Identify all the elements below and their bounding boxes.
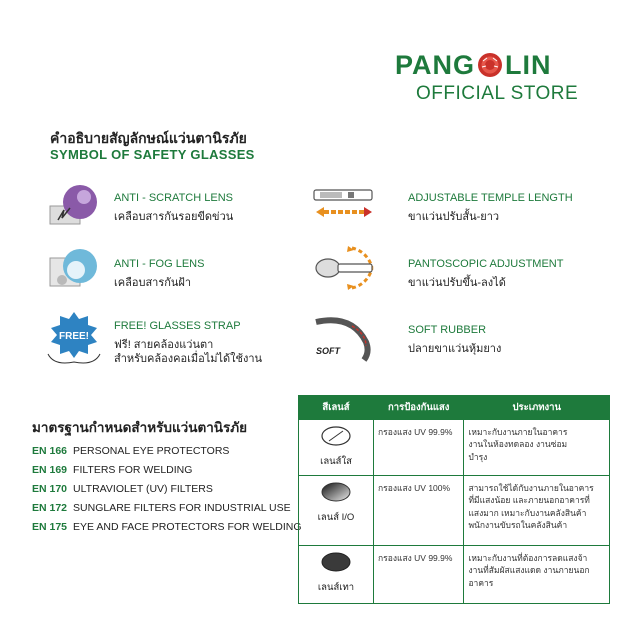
page-title-thai: คำอธิบายสัญลักษณ์แว่นตานิรภัย	[50, 130, 247, 146]
uv-cell: กรองแสง UV 99.9%	[374, 546, 464, 604]
pantoscopic-icon	[312, 242, 380, 299]
header-work-type: ประเภทงาน	[464, 396, 610, 420]
standard-code: EN 169	[32, 464, 68, 476]
feature-strap-th: ฟรี! สายคล้องแว่นตา	[114, 339, 214, 351]
uv-cell: กรองแสง UV 99.9%	[374, 420, 464, 476]
feature-pantoscopic-th: ขาแว่นปรับขึ้น-ลงได้	[408, 277, 506, 289]
lens-cell	[299, 546, 374, 604]
standard-code: EN 166	[32, 445, 68, 457]
standard-desc: PERSONAL EYE PROTECTORS	[73, 445, 230, 457]
use-line: งานที่สัมผัสแสงแดด งานภายนอก	[468, 565, 590, 576]
feature-strap-th-2: สำหรับคล้องคอเมื่อไม่ได้ใช้งาน	[114, 353, 263, 365]
use-cell	[464, 476, 610, 546]
feature-strap-en: FREE! GLASSES STRAP	[114, 320, 241, 332]
lens-name: เลนส์ใส	[320, 456, 352, 468]
feature-anti-scratch-en: ANTI - SCRATCH LENS	[114, 192, 233, 204]
feature-soft-rubber-en: SOFT RUBBER	[408, 324, 487, 336]
feature-anti-fog-en: ANTI - FOG LENS	[114, 258, 205, 270]
logo-text-left: PANG	[395, 50, 476, 80]
standard-row	[32, 445, 229, 457]
feature-temple-length-en: ADJUSTABLE TEMPLE LENGTH	[408, 192, 573, 204]
anti-fog-icon	[48, 246, 102, 295]
lens-cell	[299, 476, 374, 546]
soft-badge-text: SOFT	[316, 346, 340, 356]
header-light-protection: การป้องกันแสง	[374, 396, 464, 420]
page-title-english: SYMBOL OF SAFETY GLASSES	[50, 147, 255, 162]
use-line: แสงมาก เหมาะกับงานคลังสินค้า	[468, 507, 587, 518]
lens-table-header	[299, 396, 610, 420]
lens-name: เลนส์ I/O	[317, 512, 355, 524]
pangolin-emblem-icon	[477, 52, 503, 85]
table-row	[299, 476, 610, 546]
use-line: เหมาะกับงานภายในอาคาร	[468, 427, 568, 437]
free-badge-text: FREE!	[59, 331, 89, 342]
standard-row	[32, 521, 302, 533]
standard-code: EN 172	[32, 502, 68, 514]
standard-desc: ULTRAVIOLET (UV) FILTERS	[73, 483, 213, 495]
header-lens-color: สีเลนส์	[299, 396, 374, 420]
standard-row	[32, 483, 213, 495]
standard-code: EN 170	[32, 483, 68, 495]
feature-anti-scratch-th: เคลือบสารกันรอยขีดข่วน	[114, 211, 234, 223]
feature-anti-fog-th: เคลือบสารกันฝ้า	[114, 277, 192, 289]
standard-row	[32, 502, 291, 514]
use-line: งานในห้องทดลอง งานซ่อม	[468, 439, 568, 450]
feature-pantoscopic-en: PANTOSCOPIC ADJUSTMENT	[408, 258, 564, 270]
anti-scratch-icon	[48, 180, 102, 233]
temple-length-icon	[312, 188, 376, 227]
logo-text-right: LIN	[505, 50, 552, 80]
official-store-label: OFFICIAL STORE	[416, 83, 579, 104]
standards-title: มาตรฐานกำหนดสำหรับแว่นตานิรภัย	[32, 420, 248, 435]
clear-lens-icon	[321, 426, 351, 446]
use-line: ที่มีแสงน้อย และภายนอกอาคารที่	[468, 495, 590, 506]
standard-desc: EYE AND FACE PROTECTORS FOR WELDING	[73, 521, 302, 533]
table-row	[299, 546, 610, 604]
lens-name: เลนส์เทา	[317, 582, 355, 594]
use-cell	[464, 420, 610, 476]
feature-soft-rubber-th: ปลายขาแว่นหุ้มยาง	[408, 343, 502, 355]
feature-temple-length-th: ขาแว่นปรับสั้น-ยาว	[408, 211, 500, 223]
use-line: สามารถใช้ได้กับงานภายในอาคาร	[468, 483, 594, 494]
use-line: อาคาร	[468, 577, 494, 588]
standard-desc: FILTERS FOR WELDING	[73, 464, 193, 476]
standard-row	[32, 464, 192, 476]
table-row	[299, 420, 610, 476]
grey-lens-icon	[321, 552, 351, 572]
soft-rubber-icon	[312, 312, 378, 369]
lens-table	[298, 395, 610, 604]
brand-logo	[395, 50, 552, 85]
lens-cell	[299, 420, 374, 476]
use-line: บำรุง	[468, 451, 488, 462]
uv-cell: กรองแสง UV 100%	[374, 476, 464, 546]
strap-icon	[44, 310, 104, 373]
standard-desc: SUNGLARE FILTERS FOR INDUSTRIAL USE	[73, 502, 291, 514]
standard-code: EN 175	[32, 521, 68, 533]
use-cell	[464, 546, 610, 604]
use-line: เหมาะกับงานที่ต้องการลดแสงจ้า	[468, 553, 588, 564]
io-lens-icon	[321, 482, 351, 502]
use-line: พนักงานขับรถในคลังสินค้า	[468, 520, 568, 531]
